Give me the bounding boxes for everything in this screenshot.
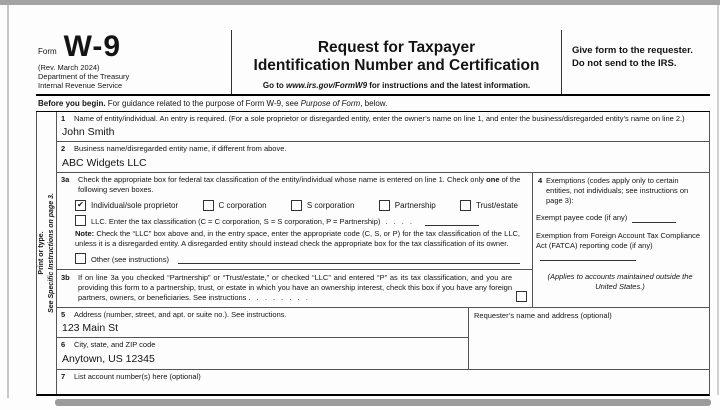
line1-number: 1	[61, 113, 66, 123]
option-c-corporation	[203, 200, 267, 211]
print-or-type-strip	[37, 112, 57, 395]
box4-number: 4	[538, 176, 543, 186]
line7-label: List account number(s) here (optional)	[74, 372, 201, 382]
business-name-field[interactable]: ABC Widgets LLC	[62, 157, 147, 170]
line3b-number: 3b	[61, 273, 70, 283]
other-option-row	[75, 253, 520, 264]
exempt-payee-row	[536, 213, 704, 223]
line3a-number: 3a	[61, 175, 70, 185]
before-lead: Before you begin.	[38, 98, 106, 108]
line3b-dot-leader: . . . . . . . .	[248, 292, 310, 302]
fatca-label: Exemption from Foreign Account Tax Compliance Act (FATCA) reporting code (if any)	[536, 231, 701, 251]
name-field[interactable]: John Smith	[62, 126, 115, 139]
page-top-edge	[0, 0, 720, 5]
option-individual	[75, 200, 178, 211]
line5-row	[57, 308, 468, 339]
line7-number: 7	[61, 372, 66, 382]
form-fields-column	[57, 112, 709, 395]
applies-note: (Applies to accounts maintained outside the United States.)	[547, 272, 693, 292]
w9-form	[36, 30, 710, 396]
give-form-note: Give form to the requester. Do not send to the IRS.	[572, 45, 693, 69]
page-left-edge	[7, 5, 9, 398]
form-id-block	[36, 30, 232, 94]
checkbox-llc[interactable]	[75, 215, 86, 226]
llc-note	[75, 229, 520, 249]
page-bottom-shadow	[55, 399, 711, 406]
before-end: , below.	[360, 98, 388, 108]
line3a-label-pre: Check the appropriate box for federal tax classification of the entity/individual whose name is entered on line 1. Check only	[78, 175, 487, 185]
option-s-corporation	[291, 200, 355, 211]
other-label: Other (see instructions)	[91, 255, 169, 265]
form-word: Form	[38, 47, 57, 56]
exempt-payee-code-entry[interactable]	[632, 213, 676, 223]
option-partnership-label: Partnership	[394, 200, 436, 210]
form-header	[36, 30, 710, 96]
line1-label-row	[59, 114, 705, 124]
checkbox-s-corporation[interactable]	[291, 200, 302, 211]
line5-label: Address (number, street, and apt. or suite no.). See instructions.	[74, 309, 287, 319]
line6-label-row	[59, 340, 464, 350]
line2-label: Business name/disregarded entity name, if different from above.	[74, 144, 287, 154]
goto-instructions	[232, 81, 561, 90]
line3b-label-row	[59, 273, 528, 302]
line2-label-row	[59, 144, 705, 154]
checkbox-foreign-partners[interactable]	[516, 291, 527, 302]
department-line: Department of the Treasury	[38, 72, 130, 81]
line6-label: City, state, and ZIP code	[74, 340, 156, 350]
line2-row	[57, 142, 709, 173]
note-lead: Note:	[75, 228, 95, 238]
goto-post: for instructions and the latest information.	[367, 80, 531, 90]
line2-number: 2	[61, 144, 66, 154]
line5-number: 5	[61, 309, 66, 319]
option-partnership	[379, 200, 436, 211]
goto-pre: Go to	[262, 80, 286, 90]
city-state-zip-field[interactable]: Anytown, US 12345	[62, 353, 155, 366]
requester-label: Requester’s name and address (optional)	[474, 310, 612, 320]
address-left-column	[57, 308, 469, 370]
classification-section	[57, 173, 709, 308]
other-entry[interactable]	[178, 254, 520, 264]
note-text: Check the “LLC” box above and, in the entry space, enter the appropriate code (C, S, or P) for the tax classification of the LLC, unless it is a disregarded entity. A disregarded entity should instead check the appropriate box for the tax classification of its owner.	[75, 228, 520, 248]
line1-label: Name of entity/individual. An entry is required. (For a sole proprietor or disregarded entity, enter the owner’s name on line 1, and enter the business/disregarded entity’s name on line 2.)	[74, 113, 685, 123]
requester-box[interactable]	[469, 308, 709, 370]
checkmark-icon: ✔	[77, 200, 84, 210]
fatca-code-entry[interactable]	[540, 251, 636, 261]
llc-dot-leader: . . . .	[385, 216, 414, 226]
line3b-text-body: If on line 3a you checked “Partnership” or “Trust/estate,” or checked “LLC” and entered “P” as its tax classification, and you are providing this form to a partnership, trust, or estate in which you have an ownership interest, check this box if you have any foreign partners, owners, or beneficiaries. See instructions	[78, 273, 512, 302]
checkbox-other[interactable]	[75, 253, 86, 264]
llc-option-row	[75, 215, 520, 226]
before-mid: For guidance related to the purpose of Form W-9, see	[105, 98, 301, 108]
line5-label-row	[59, 310, 464, 320]
line7-label-row	[59, 372, 705, 382]
address-section	[57, 308, 709, 371]
form-title-block	[232, 30, 562, 94]
line3a-label-post: of the following seven boxes.	[78, 175, 521, 194]
form-title-line2: Identification Number and Certification	[253, 56, 540, 74]
llc-classification-entry[interactable]	[425, 216, 479, 226]
option-c-corporation-label: C corporation	[218, 200, 267, 210]
option-individual-label: Individual/sole proprietor	[91, 200, 179, 210]
purpose-of-form-ref: Purpose of Form	[300, 98, 361, 108]
see-instructions-label: See Specific Instructions on page 3.	[47, 192, 55, 313]
tax-classification-options	[75, 200, 518, 211]
agency-line: Internal Revenue Service	[38, 81, 123, 91]
form-revision: (Rev. March 2024)	[38, 63, 100, 72]
form-title-line1: Request for Taxpayer	[317, 39, 476, 56]
box4-label-row	[536, 176, 704, 205]
classification-left-column	[57, 173, 533, 307]
checkbox-partnership[interactable]	[379, 200, 390, 211]
exemptions-box	[533, 173, 709, 307]
print-or-type-label: Print or type.	[37, 231, 45, 275]
before-you-begin	[36, 96, 710, 112]
line6-number: 6	[61, 340, 66, 350]
line3b-block	[57, 269, 532, 306]
line7-row	[57, 370, 709, 394]
form-number: W-9	[63, 30, 122, 63]
page-right-edge	[717, 5, 719, 395]
line1-row	[57, 112, 709, 143]
exempt-payee-label: Exempt payee code (if any)	[536, 213, 628, 223]
line3a-block	[57, 173, 532, 269]
form-body	[36, 112, 710, 397]
checkbox-trust-estate[interactable]	[460, 200, 471, 211]
line3a-label-one: one	[486, 175, 500, 185]
box4-label: Exemptions (codes apply only to certain entities, not individuals; see instructions on page 3):	[546, 176, 689, 205]
line3a-label-row	[59, 175, 528, 195]
line3b-text	[78, 273, 528, 302]
checkbox-individual-sole-proprietor[interactable]	[75, 200, 86, 211]
form-title	[232, 39, 561, 75]
fatca-row	[536, 231, 704, 261]
address-field[interactable]: 123 Main St	[62, 322, 119, 335]
irs-url: www.irs.gov/FormW9	[285, 80, 368, 90]
llc-label: LLC. Enter the tax classification (C = C corporation, S = S corporation, P = Partnership)	[91, 216, 381, 226]
option-trust-estate-label: Trust/estate	[476, 200, 518, 210]
checkbox-c-corporation[interactable]	[203, 200, 214, 211]
line6-row	[57, 338, 468, 369]
option-s-corporation-label: S corporation	[306, 200, 355, 210]
line3a-label	[78, 175, 528, 195]
option-trust-estate	[460, 200, 518, 211]
